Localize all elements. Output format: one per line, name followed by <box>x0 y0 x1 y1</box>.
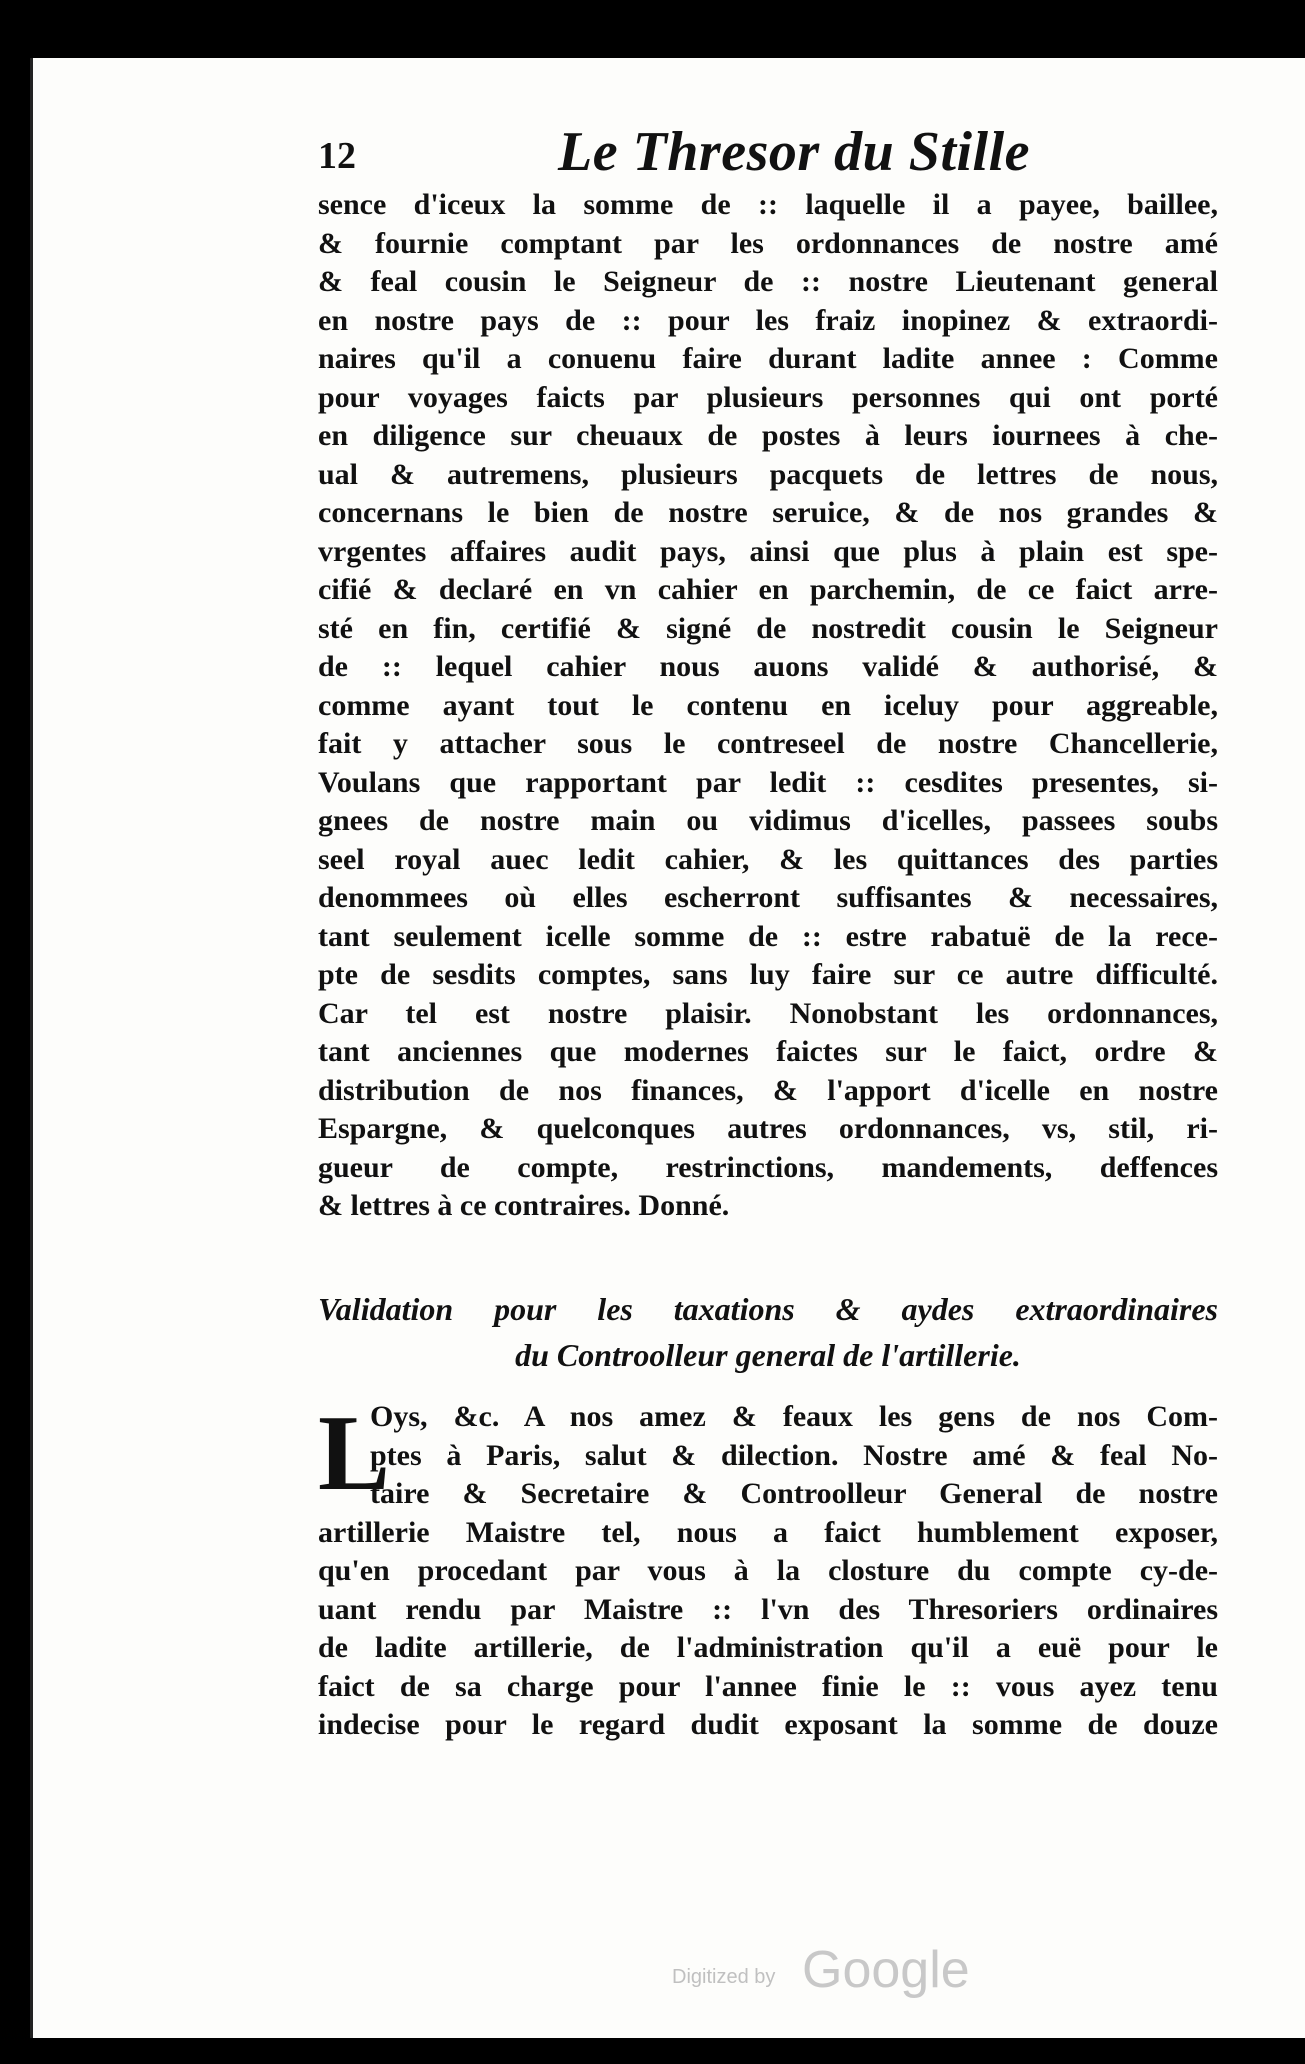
text-line: indecise pour le regard dudit exposant la somme de douze <box>318 1708 1218 1741</box>
text-line: tant seulement icelle somme de :: estre rabatuë de la rece- <box>318 919 1218 953</box>
section-heading-line: du Controolleur general de l'artillerie. <box>515 1337 1021 1373</box>
text-line: comme ayant tout le contenu en iceluy pour aggreable, <box>318 688 1218 722</box>
running-title: Le Thresor du Stille <box>558 121 1031 183</box>
text-line: & feal cousin le Seigneur de :: nostre Lieutenant general <box>318 265 1218 298</box>
google-logo: Google <box>802 1941 970 1999</box>
section-heading-line: Validation pour les taxations & aydes extraordinaires <box>318 1291 1218 1327</box>
text-line: cifié & declaré en vn cahier en parchemin, de ce faict arre- <box>318 573 1218 606</box>
page-number: 12 <box>318 135 356 177</box>
text-line: faict de sa charge pour l'annee finie le :: vous ayez tenu <box>318 1669 1218 1703</box>
main-text-block <box>318 186 1218 1226</box>
text-line: concernans le bien de nostre seruice, & de nos grandes & <box>318 496 1218 529</box>
text-line: qu'en procedant par vous à la closture du compte cy-de- <box>318 1554 1218 1587</box>
text-line: naires qu'il a conuenu faire durant ladite annee : Comme <box>318 342 1218 375</box>
text-line: tant anciennes que modernes faictes sur le faict, ordre & <box>318 1035 1218 1068</box>
text-line: sence d'iceux la somme de :: laquelle il a payee, baillee, <box>318 188 1218 221</box>
text-line: gueur de compte, restrinctions, mandements, deffences <box>318 1150 1218 1184</box>
text-line: gnees de nostre main ou vidimus d'icelles, passees soubs <box>318 804 1218 837</box>
text-line: pour voyages faicts par plusieurs personnes qui ont porté <box>318 380 1218 414</box>
text-line: vrgentes affaires audit pays, ainsi que plus à plain est spe- <box>318 534 1218 568</box>
section-text-block <box>318 1394 1218 1745</box>
text-line: taire & Secretaire & Controolleur General de nostre <box>370 1477 1218 1510</box>
text-line: seel royal auec ledit cahier, & les quittances des parties <box>318 842 1218 876</box>
text-line: Voulans que rapportant par ledit :: cesdites presentes, si- <box>318 765 1218 799</box>
text-line: en diligence sur cheuaux de postes à leurs iournees à che- <box>318 419 1218 452</box>
text-line: Oys, &c. A nos amez & feaux les gens de nos Com- <box>370 1400 1218 1433</box>
section-heading <box>318 1286 1218 1378</box>
text-line: uant rendu par Maistre :: l'vn des Thresoriers ordinaires <box>318 1592 1218 1626</box>
drop-cap: L <box>318 1394 391 1513</box>
text-line: en nostre pays de :: pour les fraiz inopinez & extraordi- <box>318 303 1218 337</box>
text-line: ptes à Paris, salut & dilection. Nostre amé & feal No- <box>370 1438 1218 1472</box>
book-page <box>30 58 1305 2038</box>
text-line: & lettres à ce contraires. Donné. <box>318 1189 730 1222</box>
running-head <box>318 120 1248 190</box>
scan-bottom-border <box>0 2038 1305 2064</box>
digitization-watermark <box>672 1940 1072 2000</box>
text-line: ual & autremens, plusieurs pacquets de lettres de nous, <box>318 457 1218 491</box>
text-line: & fournie comptant par les ordonnances de nostre amé <box>318 226 1218 260</box>
text-line: de :: lequel cahier nous auons validé & authorisé, & <box>318 650 1218 683</box>
text-line: distribution de nos finances, & l'apport d'icelle en nostre <box>318 1073 1218 1107</box>
text-line: denommees où elles escherront suffisantes & necessaires, <box>318 881 1218 914</box>
text-line: artillerie Maistre tel, nous a faict humblement exposer, <box>318 1515 1218 1549</box>
text-line: fait y attacher sous le contreseel de nostre Chancellerie, <box>318 727 1218 760</box>
text-line: Car tel est nostre plaisir. Nonobstant les ordonnances, <box>318 996 1218 1030</box>
text-line: Espargne, & quelconques autres ordonnances, vs, stil, ri- <box>318 1112 1218 1145</box>
digitized-by-label: Digitized by <box>672 1966 776 1988</box>
scan-top-border <box>0 0 1305 58</box>
text-line: sté en fin, certifié & signé de nostredit cousin le Seigneur <box>318 611 1218 645</box>
text-line: pte de sesdits comptes, sans luy faire sur ce autre difficulté. <box>318 958 1218 991</box>
page-gutter-edge <box>30 58 33 2038</box>
text-line: de ladite artillerie, de l'administration qu'il a euë pour le <box>318 1631 1218 1664</box>
